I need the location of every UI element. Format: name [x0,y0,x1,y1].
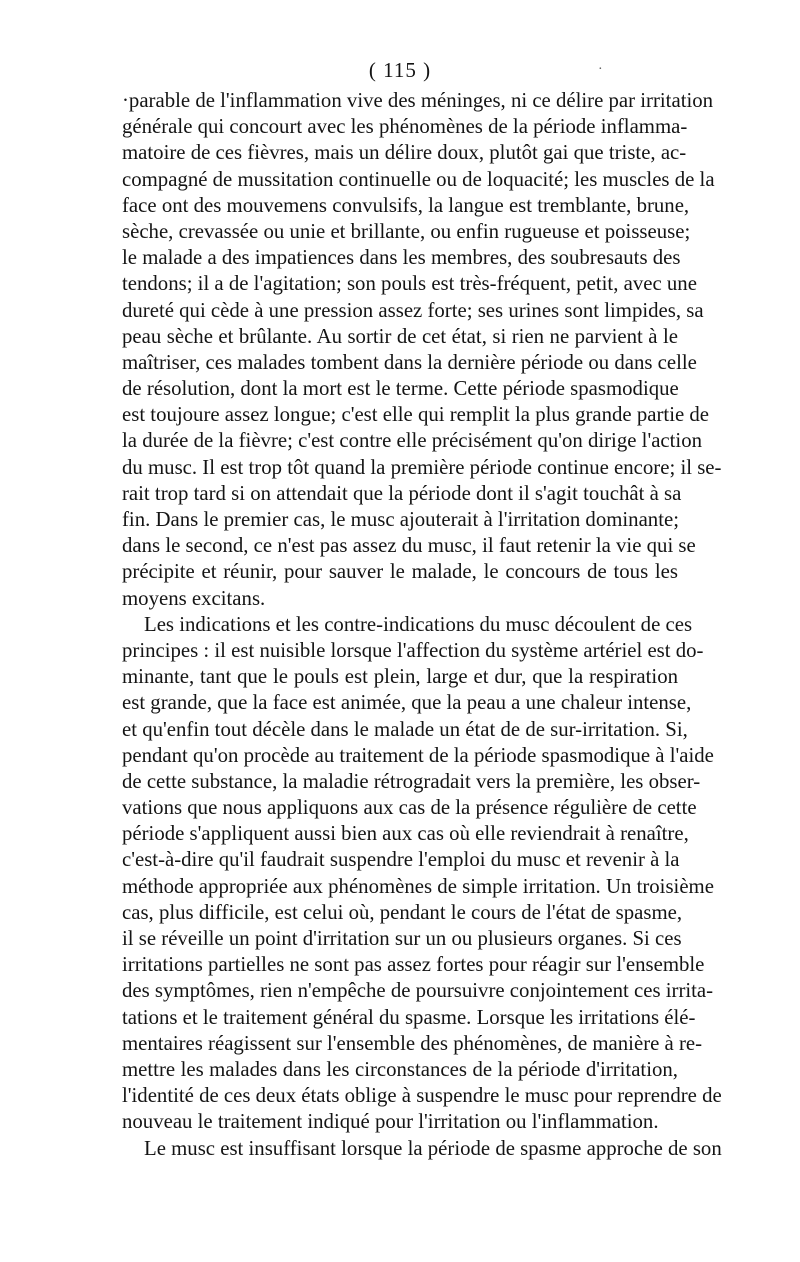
text-line: nouveau le traitement indiqué pour l'irritation ou l'inflammation. [122,1110,659,1134]
text-line: rait trop tard si on attendait que la période dont il s'agit touchât à sa [122,481,682,505]
text-line: mettre les malades dans les circonstances de la période d'irritation, [122,1057,678,1081]
text-line: sèche, crevassée ou unie et brillante, ou enfin rugueuse et poisseuse; [122,219,691,243]
text-line: maîtriser, ces malades tombent dans la dernière période ou dans celle [122,350,697,374]
text-line: période s'appliquent aussi bien aux cas où elle reviendrait à renaître, [122,822,689,846]
text-line: générale qui concourt avec les phénomènes de la période inflamma- [122,115,688,139]
text-line: Les indications et les contre-indications du musc découlent de ces [144,612,693,636]
paragraph-3 [122,1136,722,1162]
text-line: des symptômes, rien n'empêche de poursuivre conjointement ces irrita- [122,979,714,1003]
text-line: vations que nous appliquons aux cas de la présence régulière de cette [122,796,697,820]
text-line: est grande, que la face est animée, que la peau a une chaleur intense, [122,691,692,715]
text-line: de résolution, dont la mort est le terme. Cette période spasmodique [122,377,679,401]
text-line: minante, tant que le pouls est plein, large et dur, que la respiration [122,665,678,689]
text-line: peau sèche et brûlante. Au sortir de cet état, si rien ne parvient à le [122,324,678,348]
text-line: c'est-à-dire qu'il faudrait suspendre l'emploi du musc et revenir à la [122,848,680,872]
paragraph-1 [122,88,722,612]
text-line: le malade a des impatiences dans les membres, des soubresauts des [122,246,681,270]
text-line: pendant qu'on procède au traitement de la période spasmodique à l'aide [122,743,714,767]
text-line: est toujoure assez longue; c'est elle qui remplit la plus grande partie de [122,403,710,427]
text-line: tendons; il a de l'agitation; son pouls est très-fréquent, petit, avec une [122,272,697,296]
text-line: du musc. Il est trop tôt quand la première période continue encore; il se- [122,455,722,479]
text-line: la durée de la fièvre; c'est contre elle précisément qu'on dirige l'action [122,429,703,453]
text-line: matoire de ces fièvres, mais un délire doux, plutôt gai que triste, ac- [122,141,687,165]
text-line: l'identité de ces deux états oblige à suspendre le musc pour reprendre de [122,1084,722,1108]
text-line: méthode appropriée aux phénomènes de simple irritation. Un troisième [122,874,714,898]
text-line: dureté qui cède à une pression assez forte; ses urines sont limpides, sa [122,298,704,322]
text-line: moyens excitans. [122,586,266,610]
text-line: mentaires réagissent sur l'ensemble des phénomènes, de manière à re- [122,1031,703,1055]
text-line: fin. Dans le premier cas, le musc ajouterait à l'irritation dominante; [122,508,679,531]
text-line: compagné de mussitation continuelle ou de loquacité; les muscles de la [122,167,715,191]
text-line: et qu'enfin tout décèle dans le malade un état de de sur-irritation. Si, [122,717,688,741]
text-line: face ont des mouvemens convulsifs, la langue est tremblante, brune, [122,193,690,217]
text-line: dans le second, ce n'est pas assez du musc, il faut retenir la vie qui se [122,534,696,558]
body-text [122,88,722,1162]
text-line: cas, plus difficile, est celui où, pendant le cours de l'état de spasme, [122,900,683,924]
text-line: tations et le traitement général du spasme. Lorsque les irritations élé- [122,1005,696,1029]
text-line: irritations partielles ne sont pas assez fortes pour réagir sur l'ensemble [122,953,705,977]
page-number: ( 115 ) [368,58,432,82]
text-line: principes : il est nuisible lorsque l'affection du système artériel est do- [122,638,704,662]
text-line: Le musc est insuffisant lorsque la période de spasme approche de son [144,1136,722,1160]
paragraph-2 [122,612,722,1136]
text-line: de cette substance, la maladie rétrogradait vers la première, les obser- [122,769,701,793]
print-speck: · [598,62,603,77]
text-line: ·parable de l'inflammation vive des méninges, ni ce délire par irritation [122,89,714,112]
text-line: précipite et réunir, pour sauver le malade, le concours de tous les [122,560,678,584]
text-line: il se réveille un point d'irritation sur un ou plusieurs organes. Si ces [122,927,682,950]
